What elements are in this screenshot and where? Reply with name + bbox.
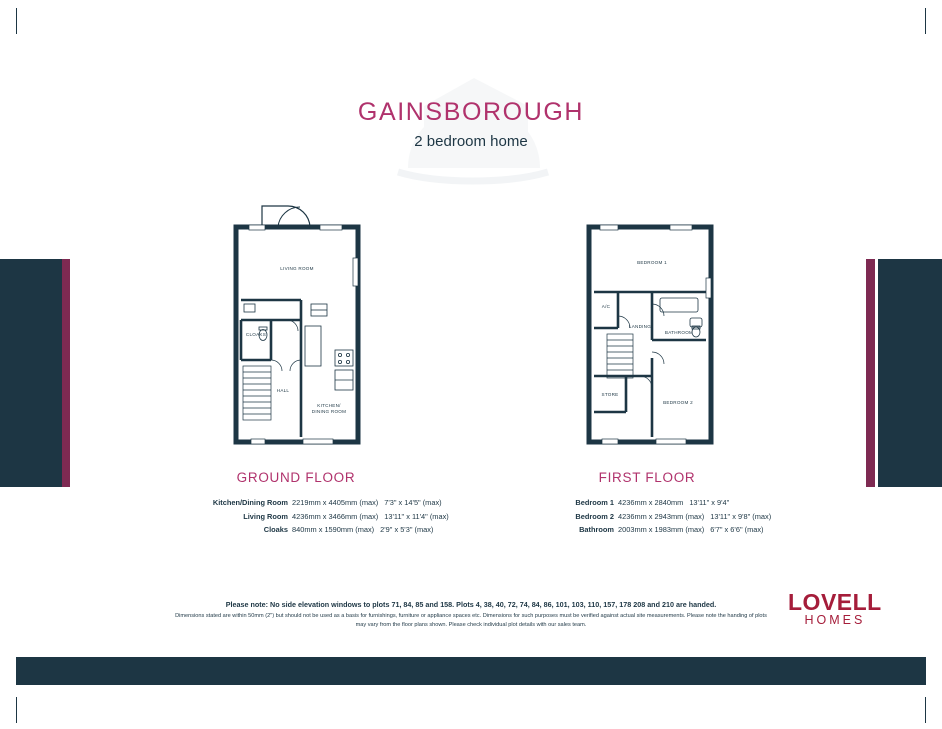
room-metric-dims: 4236mm x 2840mm bbox=[618, 498, 684, 507]
first-floor-schedule bbox=[500, 496, 812, 537]
room-imperial-dims: 7'3" x 14'5" (max) bbox=[384, 498, 442, 507]
room-name: Living Room bbox=[243, 511, 288, 521]
room-metric-dims: 4236mm x 2943mm (max) bbox=[618, 511, 705, 521]
room-imperial-dims: 13'11" x 11'4" (max) bbox=[384, 511, 449, 521]
page-subtitle: 2 bedroom home bbox=[414, 133, 528, 150]
room-label-dining-room: DINING ROOM bbox=[311, 409, 347, 414]
crop-mark-top-left bbox=[16, 8, 17, 34]
room-metric-dims: 2219mm x 4405mm (max) bbox=[292, 498, 379, 507]
room-label-bathroom: BATHROOM bbox=[664, 330, 694, 335]
schedule-row bbox=[140, 496, 452, 510]
room-label-ac: A/C bbox=[601, 304, 611, 309]
left-bleed-bar bbox=[0, 259, 70, 487]
schedule-row bbox=[140, 523, 452, 537]
house-watermark-icon bbox=[378, 72, 568, 192]
room-name: Cloaks bbox=[263, 525, 288, 534]
room-metric-dims: 840mm x 1590mm (max) bbox=[292, 525, 375, 534]
schedule-row bbox=[500, 523, 812, 537]
logo-wordmark: LOVELL bbox=[788, 589, 882, 615]
room-imperial-dims: 2'9" x 5'3" (max) bbox=[380, 525, 434, 534]
schedule-row bbox=[500, 510, 812, 524]
crop-mark-bottom-right bbox=[925, 697, 926, 723]
room-imperial-dims: 13'11" x 9'8" (max) bbox=[710, 511, 772, 521]
room-label-hall: HALL bbox=[276, 388, 290, 393]
first-floor-label: FIRST FLOOR bbox=[598, 470, 696, 485]
crop-mark-top-right bbox=[925, 8, 926, 34]
room-name: Bedroom 2 bbox=[575, 511, 614, 521]
handing-note: Please note: No side elevation windows to plots 71, 84, 85 and 158. Plots 4, 38, 40, 72, 74, 84, 86, 101, 103, 110, 157, 178 208 and 210 are handed. bbox=[225, 600, 717, 609]
ground-floor-schedule bbox=[140, 496, 452, 537]
room-label-store: STORE bbox=[601, 392, 619, 397]
room-imperial-dims: 13'11" x 9'4" bbox=[689, 498, 730, 507]
left-bleed-navy bbox=[0, 259, 62, 487]
crop-mark-bottom-left bbox=[16, 697, 17, 723]
lovell-homes-logo bbox=[788, 590, 882, 627]
room-label-landing: LANDING bbox=[628, 324, 652, 329]
room-label-kitchen: KITCHEN/ bbox=[317, 403, 341, 408]
room-imperial-dims: 6'7" x 6'6" (max) bbox=[710, 525, 764, 534]
room-name: Bathroom bbox=[579, 525, 614, 534]
right-bleed-navy bbox=[878, 259, 942, 487]
dimensions-disclaimer: Dimensions stated are within 50mm (2") but should not be used as a basis for furnishings, furniture or appliance spaces etc. Dimensions for such purposes must be verified against actual site measurements. Please note the handing of plots may vary from the floor plans shown. Please check individual plot details with our sales team. bbox=[175, 613, 767, 628]
room-label-cloaks: CLOAKS bbox=[245, 332, 267, 337]
room-label-bedroom-1: BEDROOM 1 bbox=[637, 260, 667, 265]
room-name: Kitchen/Dining Room bbox=[212, 498, 288, 507]
schedule-row bbox=[140, 510, 452, 524]
right-bleed-plum bbox=[866, 259, 875, 487]
room-metric-dims: 4236mm x 3466mm (max) bbox=[292, 511, 379, 521]
room-name: Bedroom 1 bbox=[575, 498, 614, 507]
ground-floor-label: GROUND FLOOR bbox=[236, 470, 356, 485]
room-metric-dims: 2003mm x 1983mm (max) bbox=[618, 525, 705, 534]
right-bleed-bar bbox=[866, 259, 942, 487]
schedule-row bbox=[500, 496, 812, 510]
first-floor-plan bbox=[578, 200, 728, 450]
ground-floor-plan bbox=[225, 200, 375, 450]
left-bleed-plum bbox=[62, 259, 70, 487]
page-title: GAINSBOROUGH bbox=[357, 98, 585, 126]
room-label-bedroom-2: BEDROOM 2 bbox=[663, 400, 693, 405]
room-label-living-room: LIVING ROOM bbox=[280, 266, 314, 271]
logo-subtitle: HOMES bbox=[804, 613, 866, 627]
bottom-bar bbox=[16, 657, 926, 685]
